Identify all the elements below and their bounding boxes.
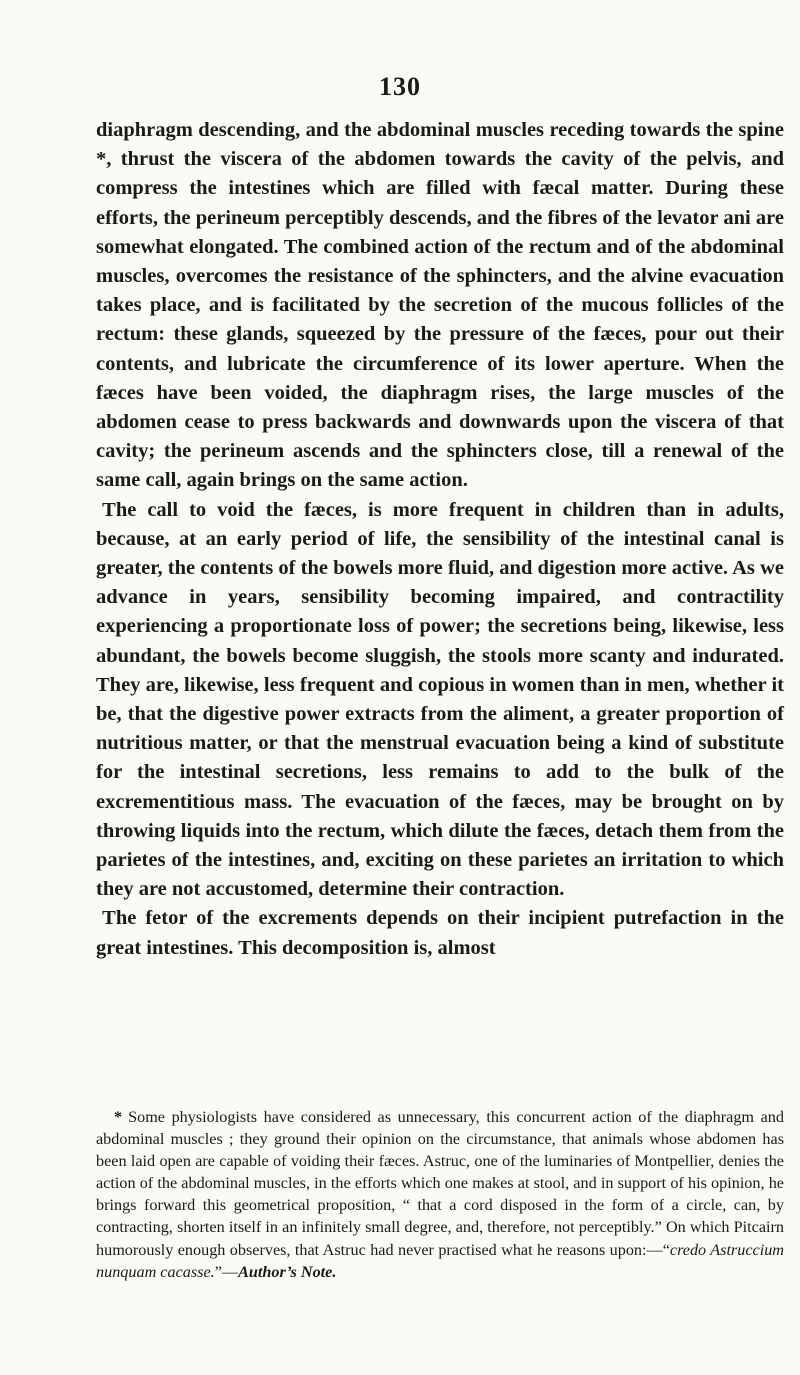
footnote-attribution: Author’s Note. [238,1262,337,1281]
footnote-latin-quote: credo Astruccium nunquam cacasse. [96,1240,784,1281]
page-number: 130 [379,72,421,101]
footnote [96,1106,784,1283]
paragraph-1: diaphragm descending, and the abdominal muscles receding towards the spine *, thrust the viscera of the abdomen towards the cavity of the pelvis, and compress the intestines which are filled with fæcal matter. During these efforts, the perineum perceptibly descends, and the fibres of the levator ani are somewhat elongated. The combined action of the rectum and of the abdominal muscles, overcomes the resistance of the sphincters, and the alvine evacuation takes place, and is facilitated by the secretion of the mucous follicles of the rectum: these glands, squeezed by the pressure of the fæces, pour out their contents, and lubricate the circumference of its lower aperture. When the fæces have been voided, the diaphragm rises, the large muscles of the abdomen cease to press backwards and downwards upon the viscera of that cavity; the perineum ascends and the sphincters close, till a renewal of the same call, again brings on the same action. [96,119,784,492]
footnote-closing: ”— [214,1262,239,1281]
main-text [96,116,784,963]
footnote-paragraph [96,1106,784,1283]
paragraph-3: The fetor of the excrements depends on their incipient putrefaction in the great intestines. This decomposition is, almost [96,907,784,959]
paragraph-2: The call to void the fæces, is more frequent in children than in adults, because, at an early period of life, the sensibility of the intestinal canal is greater, the contents of the bowels more fluid, and digestion more active. As we advance in years, sensibility becoming impaired, and contractility experiencing a proportionate loss of power; the secretions being, likewise, less abundant, the bowels become sluggish, the stools more scanty and indurated. They are, likewise, less frequent and copious in women than in men, whether it be, that the digestive power extracts from the aliment, a greater proportion of nutritious matter, or that the menstrual evacuation being a kind of substitute for the intestinal secretions, less remains to add to the bulk of the excrementitious mass. The evacuation of the fæces, may be brought on by throwing liquids into the rectum, which dilute the fæces, detach them from the parietes of the intestines, and, exciting on these parietes an irritation to which they are not accustomed, determine their contraction. [96,498,784,901]
footnote-text: Some physiologists have considered as unnecessary, this concurrent action of the diaphragm and abdominal muscles ; they ground their opinion on the circumstance, that animals whose abdomen has been laid open are capable of voiding their fæces. Astruc, one of the luminaries of Montpellier, denies the action of the abdominal muscles, in the efforts which one makes at stool, and in support of his opinion, he brings forward this geometrical proposition, “ that a cord disposed in the form of a circle, can, by contracting, shorten itself in an infinitely small degree, and, therefore, not perceptibly.” On which Pitcairn humorously enough observes, that Astruc had never practised what he reasons upon:—“ [96,1108,784,1259]
footnote-marker: * [114,1108,123,1126]
